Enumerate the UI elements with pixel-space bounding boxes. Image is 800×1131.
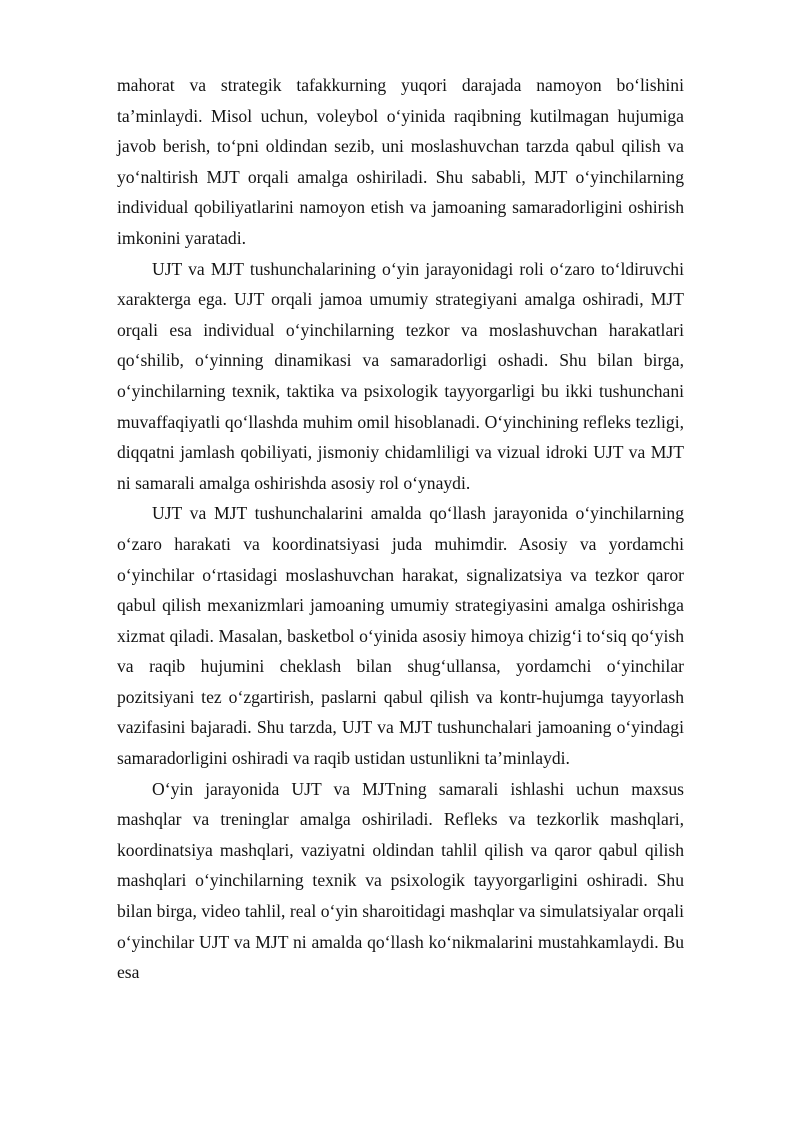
paragraph-continuation: mahorat va strategik tafakkurning yuqori darajada namoyon bo‘lishini ta’minlaydi. Misol uchun, voleybol o‘yinida raqibning kutilmagan hujumiga javob berish, to‘pni oldindan sezib, uni moslashuvchan tarzda qabul qilish va yo‘naltirish MJT orqali amalga oshiriladi. Shu sababli, MJT o‘yinchilarning individual qobiliyatlarini namoyon etish va jamoaning samaradorligini oshirish imkonini yaratadi. [117,75,684,248]
paragraph: O‘yin jarayonida UJT va MJTning samarali ishlashi uchun maxsus mashqlar va treninglar amalga oshiriladi. Refleks va tezkorlik mashqlari, koordinatsiya mashqlari, vaziyatni oldindan tahlil qilish va qaror qabul qilish mashqlari o‘yinchilarning texnik va psixologik tayyorgarligini oshiradi. Shu bilan birga, video tahlil, real o‘yin sharoitidagi mashqlar va simulatsiyalar orqali o‘yinchilar UJT va MJT ni amalda qo‘llash ko‘nikmalarini mustahkamlaydi. Bu esa [117,778,684,983]
paragraph: UJT va MJT tushunchalarini amalda qo‘llash jarayonida o‘yinchilarning o‘zaro harakati va koordinatsiyasi juda muhimdir. Asosiy va yordamchi o‘yinchilar o‘rtasidagi moslashuvchan harakat, signalizatsiya va tezkor qaror qabul qilish mexanizmlari jamoaning umumiy strategiyasini amalga oshirishga xizmat qiladi. Masalan, basketbol o‘yinida asosiy himoya chizig‘i to‘siq qo‘yish va raqib hujumini cheklash bilan shug‘ullansa, yordamchi o‘yinchilar pozitsiyani tez o‘zgartirish, paslarni qabul qilish va kontr-hujumga tayyorlash vazifasini bajaradi. Shu tarzda, UJT va MJT tushunchalari jamoaning o‘yindagi samaradorligini oshiradi va raqib ustidan ustunlikni ta’minlaydi. [117,503,684,769]
paragraph: UJT va MJT tushunchalarining o‘yin jarayonidagi roli o‘zaro to‘ldiruvchi xarakterga ega. UJT orqali jamoa umumiy strategiyani amalga oshiradi, MJT orqali esa individual o‘yinchilarning tezkor va moslashuvchan harakatlari qo‘shilib, o‘yinning dinamikasi va samaradorligi oshadi. Shu bilan birga, o‘yinchilarning texnik, taktika va psixologik tayyorgarligi bu ikki tushunchani muvaffaqiyatli qo‘llashda muhim omil hisoblanadi. O‘yinchining refleks tezligi, diqqatni jamlash qobiliyati, jismoniy chidamliligi va vizual idroki UJT va MJT ni samarali amalga oshirishda asosiy rol o‘ynaydi. [117,258,684,493]
body-text [117,70,684,988]
